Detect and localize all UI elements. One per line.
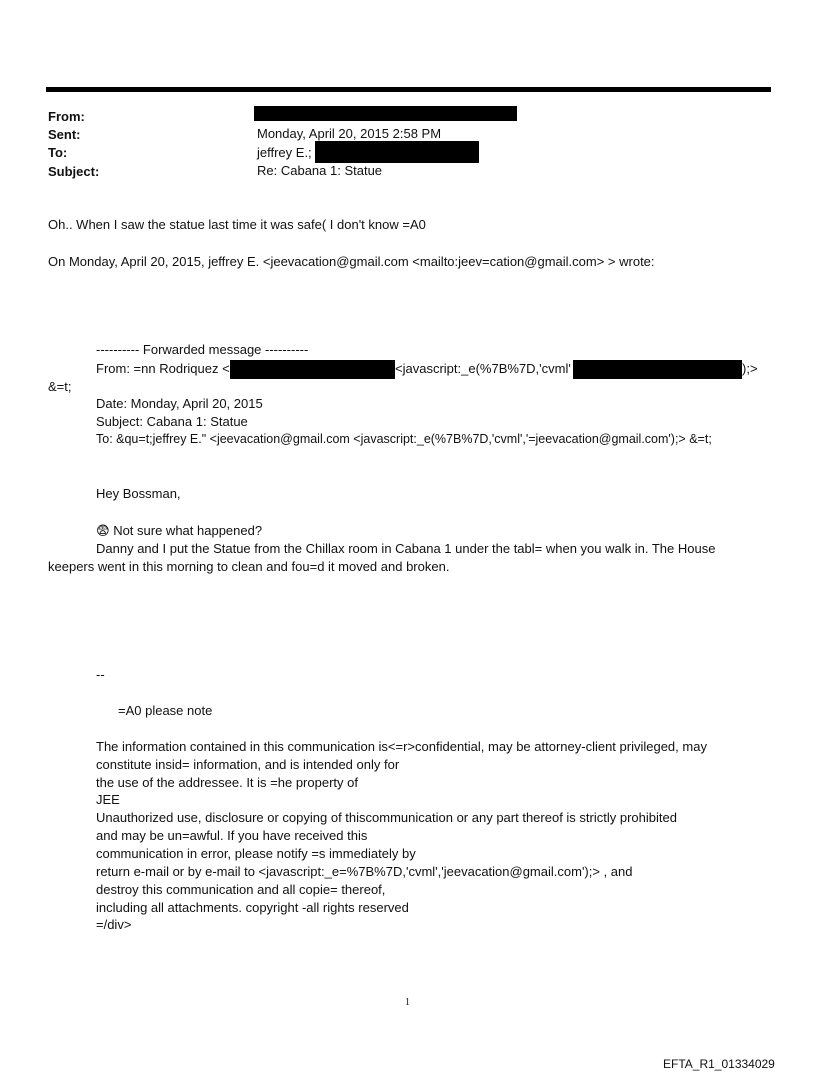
disclaimer-line: constitute insid= information, and is intended only for: [96, 757, 400, 772]
from-label: From:: [48, 109, 85, 124]
message-line2: Danny and I put the Statue from the Chillax room in Cabana 1 under the tabl= when you walk in. The House: [96, 541, 716, 556]
forward-date: Date: Monday, April 20, 2015: [96, 396, 263, 411]
disclaimer-line: =/div>: [96, 917, 132, 932]
forward-from-cont: &=t;: [48, 379, 72, 394]
sent-value: Monday, April 20, 2015 2:58 PM: [257, 126, 442, 141]
signature-note: =A0 please note: [118, 703, 213, 718]
forward-to: To: &qu=t;jeffrey E." <jeevacation@gmail.com <javascript:_e(%7B%7D,'cvml','=jeevacation@gmail.com');> &=t;: [96, 432, 712, 446]
disclaimer-line: JEE: [96, 792, 120, 807]
disclaimer-line: and may be un=awful. If you have received this: [96, 828, 368, 843]
quote-intro: On Monday, April 20, 2015, jeffrey E. <jeevacation@gmail.com <mailto:jeev=cation@gmail.com> > wrote:: [48, 254, 655, 269]
disclaimer-line: return e-mail or by e-mail to <javascript:_e=%7B%7D,'cvml','jeevacation@gmail.com');> , and: [96, 864, 633, 879]
disclaimer-line: The information contained in this communication is<=r>confidential, may be attorney-client privileged, may: [96, 739, 707, 754]
disclaimer-line: Unauthorized use, disclosure or copying of thiscommunication or any part thereof is strictly prohibited: [96, 810, 677, 825]
to-label: To:: [48, 145, 68, 160]
forward-subject: Subject: Cabana 1: Statue: [96, 414, 248, 429]
redaction-forward-from-name: [230, 360, 395, 379]
to-value: jeffrey E.;: [257, 145, 312, 160]
greeting: Hey Bossman,: [96, 486, 181, 501]
subject-value: Re: Cabana 1: Statue: [257, 163, 383, 178]
subject-label: Subject:: [48, 164, 100, 179]
message-line1-text: Not sure what happened?: [113, 523, 263, 538]
forward-from-mid: <javascript:_e(%7B%7D,'cvml': [395, 361, 571, 376]
forward-separator: ---------- Forwarded message ----------: [96, 342, 309, 357]
document-id: EFTA_R1_01334029: [663, 1057, 775, 1071]
disclaimer-line: including all attachments. copyright -all rights reserved: [96, 900, 409, 915]
redaction-forward-from-email: [573, 360, 742, 379]
header-rule: [46, 87, 771, 92]
signature-dashes: --: [96, 667, 105, 682]
disclaimer-line: the use of the addressee. It is =he property of: [96, 775, 358, 790]
forward-from-end: );>: [742, 361, 758, 376]
disclaimer-line: destroy this communication and all copie= thereof,: [96, 882, 386, 897]
reply-line: Oh.. When I saw the statue last time it was safe( I don't know =A0: [48, 217, 426, 232]
redaction-from: [254, 106, 517, 121]
page-number: 1: [405, 997, 410, 1008]
sent-label: Sent:: [48, 127, 81, 142]
fearful-face-icon: 😨: [96, 523, 110, 538]
disclaimer-line: communication in error, please notify =s immediately by: [96, 846, 416, 861]
message-line1: [96, 523, 262, 539]
redaction-to: [315, 141, 479, 163]
message-line3: keepers went in this morning to clean and fou=d it moved and broken.: [48, 559, 450, 574]
forward-from-prefix: From: =nn Rodriquez <: [96, 361, 230, 376]
